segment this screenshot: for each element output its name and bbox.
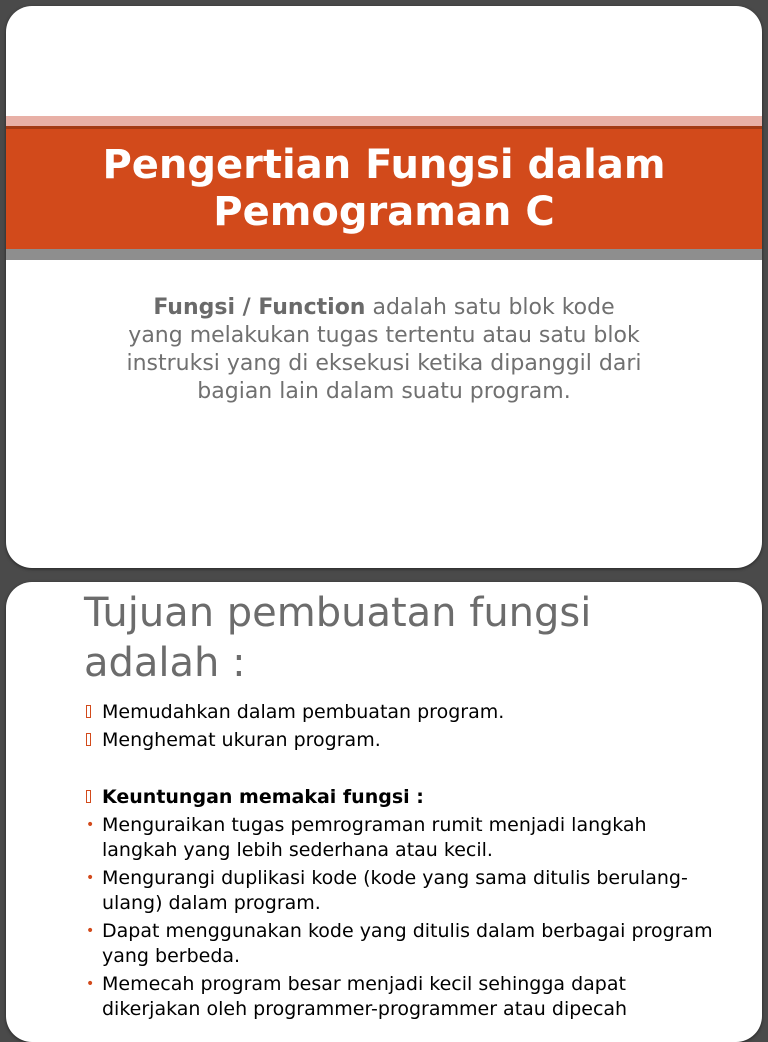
definition-text: [126, 294, 642, 406]
band-bottom-stripe: [6, 249, 762, 260]
band-top-stripe: [6, 116, 762, 126]
definition-body: adalah satu blok kode yang melakukan tugas tertentu atau satu blok instruksi yang di eksekusi ketika dipanggil dari bagian lain dalam suatu program.: [126, 295, 642, 404]
slide-title: Pengertian Fungsi dalam Pemograman C: [102, 142, 666, 235]
square-outline-bullet-icon: [86, 733, 91, 746]
benefit-text: Mengurangi duplikasi kode (kode yang sama ditulis berulang-ulang) dalam program.: [102, 867, 688, 914]
benefit-text: Menguraikan tugas pemrograman rumit menjadi langkah langkah yang lebih sederhana atau kecil.: [102, 814, 647, 861]
list-item: [84, 972, 724, 1022]
square-outline-bullet-icon: [86, 705, 91, 718]
slide-2: [6, 582, 762, 1042]
definition-term: Fungsi / Function: [153, 295, 366, 320]
dot-bullet-icon: •: [86, 817, 95, 833]
benefit-text: Dapat menggunakan kode yang ditulis dalam berbagai program yang berbeda.: [102, 920, 713, 967]
list-item: [84, 700, 724, 725]
list-item: [84, 813, 724, 863]
dot-bullet-icon: •: [86, 870, 95, 886]
spacer: [84, 756, 724, 782]
list-item: [84, 866, 724, 916]
goal-text: Menghemat ukuran program.: [102, 729, 381, 751]
dot-bullet-icon: •: [86, 976, 95, 992]
content-list: [84, 700, 724, 1025]
dot-bullet-icon: •: [86, 923, 95, 939]
benefit-text: Memecah program besar menjadi kecil sehingga dapat dikerjakan oleh programmer-programmer atau dipecah: [102, 973, 628, 1020]
band-main: [6, 129, 762, 249]
slide-1: [6, 6, 762, 568]
list-item: [84, 919, 724, 969]
benefits-heading: Keuntungan memakai fungsi :: [102, 786, 424, 808]
title-band: [6, 116, 762, 268]
list-item: [84, 728, 724, 753]
slide-heading: Tujuan pembuatan fungsi adalah :: [84, 590, 592, 686]
goal-text: Memudahkan dalam pembuatan program.: [102, 701, 505, 723]
square-outline-bullet-icon: [86, 790, 91, 803]
list-item: [84, 785, 724, 810]
